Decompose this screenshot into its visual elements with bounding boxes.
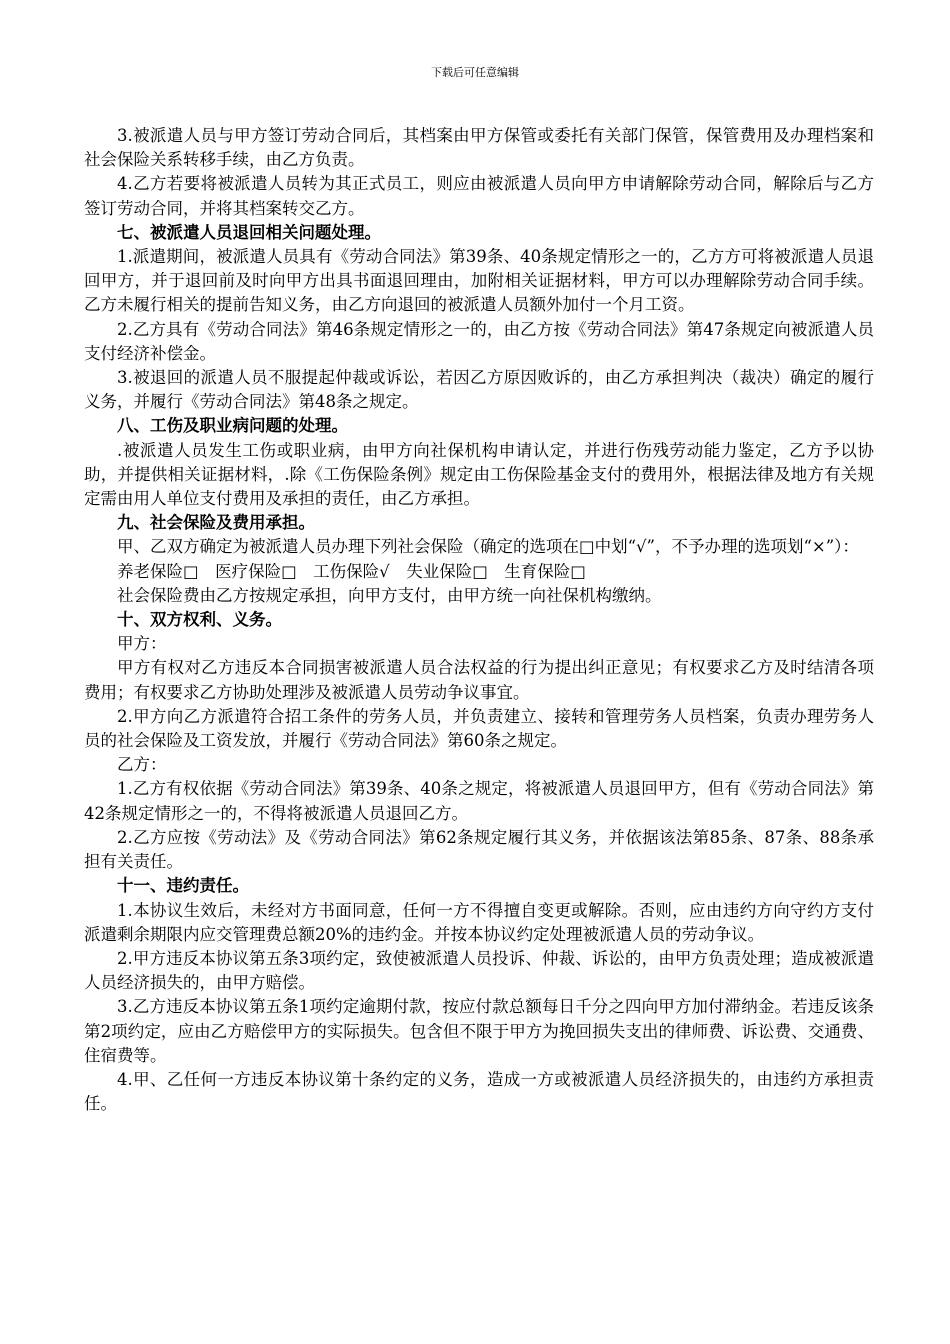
section-7-item-1: 1.派遣期间，被派遣人员具有《劳动合同法》第39条、40条规定情形之一的，乙方方可将被派遣人员退回甲方，并于退回前及时向甲方出具书面退回理由，加附相关证据材料，甲方可以办理解除劳动合同手续。乙方未履行相关的提前告知义务，由乙方向退回的被派遣人员额外加付一个月工资。: [84, 247, 874, 315]
insurance-options: 养老保险□ 医疗保险□ 工伤保险√ 失业保险□ 生育保险□: [117, 561, 586, 581]
section-heading-9: 九、社会保险及费用承担。: [117, 513, 315, 533]
party-a-label: 甲方：: [117, 634, 167, 654]
section-7-item-2: 2.乙方具有《劳动合同法》第46条规定情形之一的，由乙方按《劳动合同法》第47条规定向被派遣人员支付经济补偿金。: [84, 319, 874, 363]
paragraph-4-transfer: 4.乙方若要将被派遣人员转为其正式员工，则应由被派遣人员向甲方申请解除劳动合同，解除后与乙方签订劳动合同，并将其档案转交乙方。: [84, 174, 874, 218]
paragraph-3-archive: 3.被派遣人员与甲方签订劳动合同后，其档案由甲方保管或委托有关部门保管，保管费用及办理档案和社会保险关系转移手续，由乙方负责。: [84, 126, 874, 170]
section-heading-8: 八、工伤及职业病问题的处理。: [117, 416, 348, 436]
party-b-item-1: 1.乙方有权依据《劳动合同法》第39条、40条之规定，将被派遣人员退回甲方，但有《劳动合同法》第42条规定情形之一的，不得将被派遣人员退回乙方。: [84, 779, 874, 823]
party-a-item-1: 甲方有权对乙方违反本合同损害被派遣人员合法权益的行为提出纠正意见；有权要求乙方及时结清各项费用；有权要求乙方协助处理涉及被派遣人员劳动争议事宜。: [84, 658, 874, 702]
section-9-intro: 甲、乙双方确定为被派遣人员办理下列社会保险（确定的选项在□中划“√”，不予办理的选项划“×”）：: [117, 537, 859, 557]
party-b-item-2: 2.乙方应按《劳动法》及《劳动合同法》第62条规定履行其义务，并依据该法第85条、87条、88条承担有关责任。: [84, 827, 874, 872]
section-11-item-3: 3.乙方违反本协议第五条1项约定逾期付款，按应付款总额每日千分之四向甲方加付滞纳金。若违反该条第2项约定，应由乙方赔偿甲方的实际损失。包含但不限于甲方为挽回损失支出的律师费、诉讼费、交通费、住宿费等。: [84, 997, 874, 1065]
party-a-item-2: 2.甲方向乙方派遣符合招工条件的劳务人员，并负责建立、接转和管理劳务人员档案，负责办理劳务人员的社会保险及工资发放，并履行《劳动合同法》第60条之规定。: [84, 706, 874, 751]
section-11-item-2: 2.甲方违反本协议第五条3项约定，致使被派遣人员投诉、仲裁、诉讼的，由甲方负责处理；造成被派遣人员经济损失的，由甲方赔偿。: [84, 948, 874, 993]
section-9-payment: 社会保险费由乙方按规定承担，向甲方支付，由甲方统一向社保机构缴纳。: [117, 585, 662, 605]
section-7-item-3: 3.被退回的派遣人员不服提起仲裁或诉讼，若因乙方原因败诉的，由乙方承担判决（裁决）确定的履行义务，并履行《劳动合同法》第48条之规定。: [84, 368, 874, 412]
section-heading-11: 十一、违约责任。: [117, 876, 249, 896]
section-11-item-1: 1.本协议生效后，未经对方书面同意，任何一方不得擅自变更或解除。否则，应由违约方向守约方支付派遣剩余期限内应交管理费总额20%的违约金。并按本协议约定处理被派遣人员的劳动争议。: [84, 900, 874, 944]
section-heading-7: 七、被派遣人员退回相关问题处理。: [117, 222, 381, 242]
party-b-label: 乙方：: [117, 755, 167, 775]
section-8-body: .被派遣人员发生工伤或职业病，由甲方向社保机构申请认定，并进行伤残劳动能力鉴定，乙方予以协助，并提供相关证据材料，.除《工伤保险条例》规定由工伤保险基金支付的费用外，根据法律及地方有关规定需由用人单位支付费用及承担的责任，由乙方承担。: [84, 440, 874, 509]
section-heading-10: 十、双方权利、义务。: [117, 610, 282, 630]
page-header: 下载后可任意编辑: [431, 66, 519, 79]
document-body: [84, 124, 874, 1116]
section-11-item-4: 4.甲、乙任何一方违反本协议第十条约定的义务，造成一方或被派遣人员经济损失的，由违约方承担责任。: [84, 1069, 874, 1114]
